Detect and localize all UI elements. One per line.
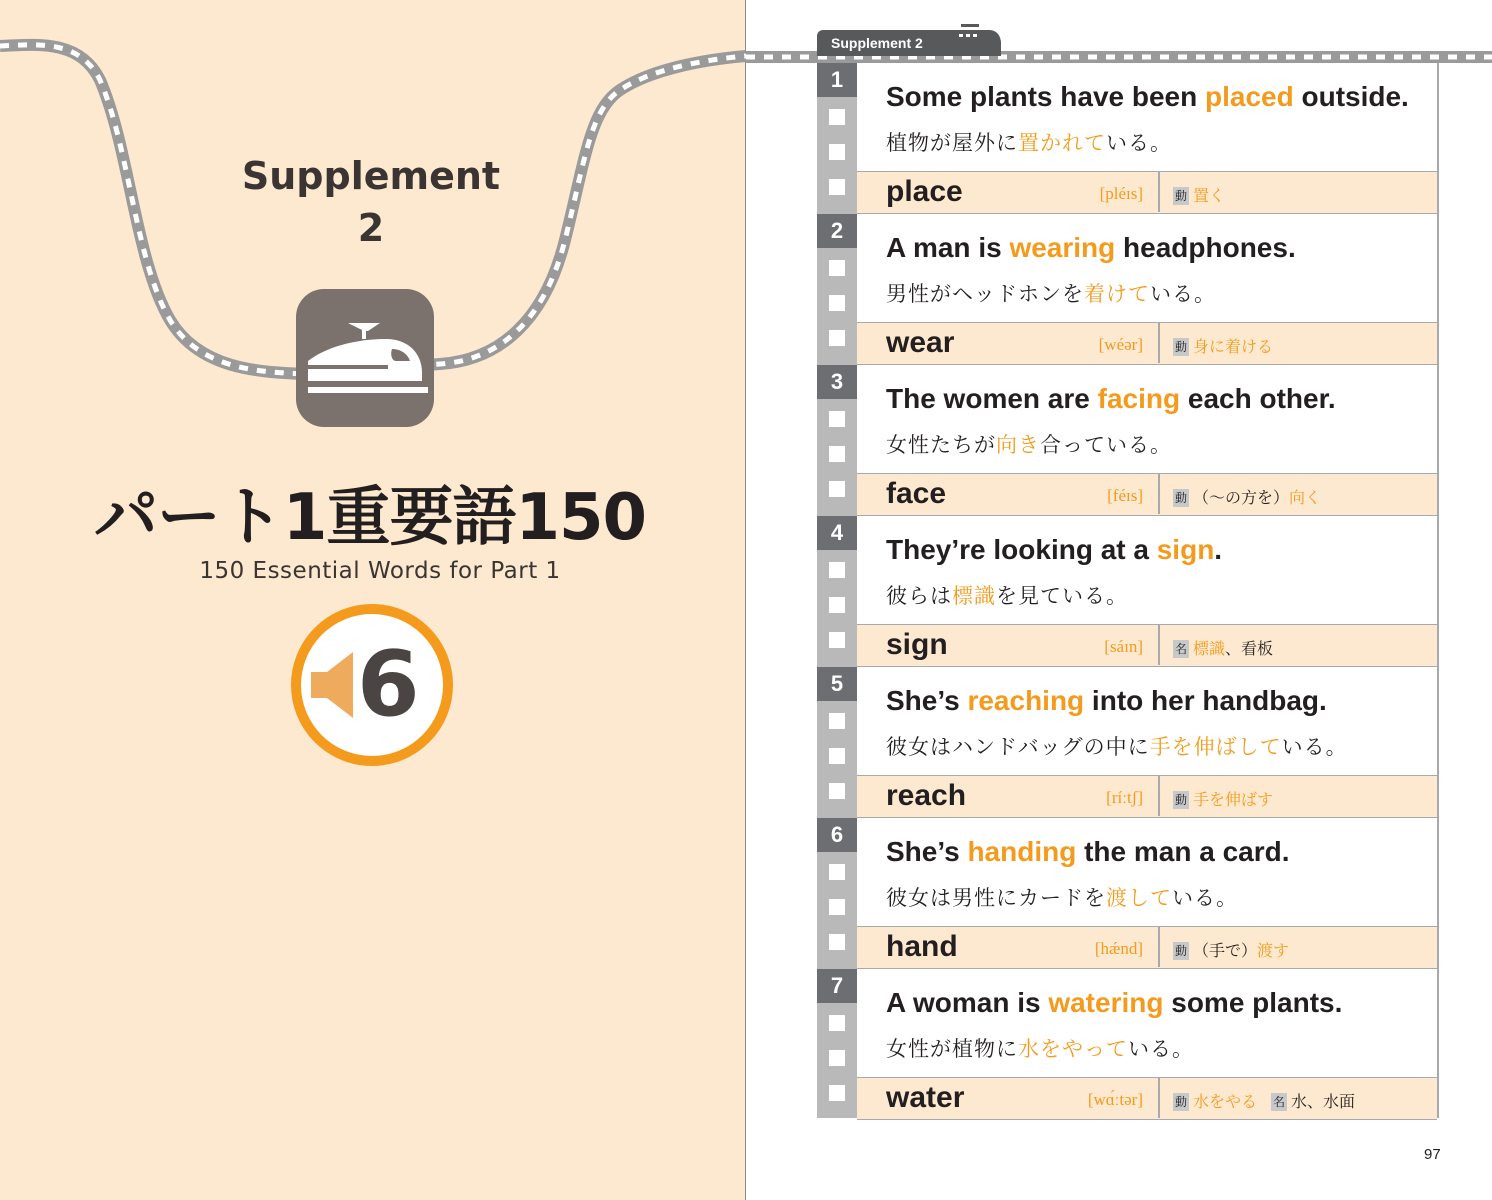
example-sentence-area <box>857 63 1437 171</box>
column-divider <box>1158 927 1160 967</box>
column-divider <box>1158 323 1160 363</box>
part-of-speech-badge: 動 <box>1175 189 1188 203</box>
japanese-translation <box>886 278 1216 308</box>
definition <box>1173 183 1225 206</box>
japanese-translation <box>886 429 1172 459</box>
film-hole <box>829 295 845 311</box>
vocab-entry <box>857 516 1439 667</box>
vocab-entry <box>857 365 1439 516</box>
film-hole <box>829 899 845 915</box>
vocab-entry <box>857 667 1439 818</box>
film-hole <box>829 597 845 613</box>
column-divider <box>1158 1078 1160 1118</box>
japanese-translation <box>886 580 1128 610</box>
headword: face <box>886 477 947 510</box>
film-hole <box>829 934 845 950</box>
film-hole <box>829 446 845 462</box>
headword-row <box>857 775 1437 818</box>
japanese-translation-text: 女性たちが <box>886 433 996 457</box>
film-hole <box>829 1050 845 1066</box>
japanese-translation-text: を見ている。 <box>996 584 1128 608</box>
english-sentence-highlight: reaching <box>967 685 1085 716</box>
example-sentence-area <box>857 516 1437 624</box>
pronunciation: [féɪs] <box>1107 486 1143 505</box>
english-sentence-text: A man is <box>886 232 1010 263</box>
english-sentence-text: some plants. <box>1163 987 1343 1018</box>
japanese-translation-highlight: 手を伸ばして <box>1149 735 1282 759</box>
english-sentence-text: Some plants have been <box>886 81 1205 112</box>
pronunciation: [hǽnd] <box>1094 939 1143 958</box>
vocab-entry <box>857 63 1439 214</box>
definition-highlight: 手を伸ばす <box>1193 790 1274 809</box>
vocabulary-list <box>857 63 1439 1118</box>
page-title: パート1重要語150 <box>93 481 647 555</box>
english-sentence <box>886 383 1336 415</box>
japanese-translation-highlight: 水をやって <box>1018 1037 1128 1061</box>
english-sentence-highlight: watering <box>1048 987 1164 1018</box>
definition <box>1173 636 1273 659</box>
supplement-heading-line2: 2 <box>357 206 385 250</box>
part-of-speech-badge: 動 <box>1175 1095 1188 1109</box>
part-of-speech-badge: 動 <box>1175 944 1188 958</box>
english-sentence-highlight: sign <box>1156 534 1215 565</box>
japanese-translation-text: 植物が屋外に <box>886 131 1018 155</box>
column-divider <box>1158 172 1160 212</box>
english-sentence-highlight: wearing <box>1009 232 1116 263</box>
film-hole <box>829 713 845 729</box>
film-hole <box>829 783 845 799</box>
film-hole <box>829 144 845 160</box>
english-sentence-text: She’s <box>886 685 968 716</box>
pronunciation: [wéər] <box>1098 335 1143 354</box>
headword-row <box>857 624 1437 667</box>
track-number: 6 <box>357 632 420 737</box>
film-hole <box>829 864 845 880</box>
japanese-translation-text: 男性がヘッドホンを <box>886 282 1084 306</box>
part-of-speech-badge: 動 <box>1175 340 1188 354</box>
english-sentence-highlight: placed <box>1205 81 1294 112</box>
definition-highlight: 身に着ける <box>1193 337 1274 356</box>
english-sentence-text: The women are <box>886 383 1098 414</box>
vocab-entry <box>857 818 1439 969</box>
definition-text: （〜の方を） <box>1193 488 1290 507</box>
definition-text: 水、水面 <box>1291 1092 1356 1111</box>
english-sentence <box>886 81 1409 113</box>
japanese-translation <box>886 1033 1194 1063</box>
english-sentence <box>886 836 1290 868</box>
japanese-translation-text: 彼女は男性にカードを <box>886 886 1106 910</box>
definition-highlight: 渡す <box>1257 941 1290 960</box>
english-sentence-text: . <box>1214 534 1223 565</box>
english-sentence-text: each other. <box>1180 383 1336 414</box>
japanese-translation-text: 彼らは <box>886 584 952 608</box>
entry-number: 1 <box>817 63 857 97</box>
pronunciation: [ríːtʃ] <box>1106 788 1143 807</box>
definition-highlight: 向く <box>1289 488 1322 507</box>
speaker-icon <box>311 650 361 720</box>
japanese-translation <box>886 127 1172 157</box>
english-sentence-highlight: handing <box>967 836 1077 867</box>
train-icon <box>296 289 434 427</box>
page-number: 97 <box>1424 1146 1441 1163</box>
entry-number: 6 <box>817 818 857 852</box>
film-hole <box>829 632 845 648</box>
example-sentence-area <box>857 365 1437 473</box>
part-of-speech-badge: 動 <box>1175 491 1188 505</box>
film-hole <box>829 260 845 276</box>
part-of-speech-badge: 名 <box>1273 1095 1286 1109</box>
english-sentence <box>886 685 1327 717</box>
part-of-speech-badge: 動 <box>1175 793 1188 807</box>
supplement-tab <box>817 30 1001 56</box>
headword: wear <box>886 326 955 359</box>
supplement-heading <box>196 150 546 254</box>
english-sentence <box>886 987 1342 1019</box>
headword-row <box>857 1077 1437 1120</box>
headword: reach <box>886 779 967 812</box>
english-sentence-text: They’re looking at a <box>886 534 1157 565</box>
pronunciation: [pléɪs] <box>1099 184 1143 203</box>
headword: sign <box>886 628 948 661</box>
japanese-translation-text: いる。 <box>1172 886 1238 910</box>
column-divider <box>1158 474 1160 514</box>
japanese-translation-text: いる。 <box>1106 131 1172 155</box>
column-divider <box>1158 625 1160 665</box>
english-sentence-text: She’s <box>886 836 968 867</box>
audio-track-badge[interactable] <box>291 604 453 766</box>
film-hole <box>829 179 845 195</box>
japanese-translation-text: いる。 <box>1281 735 1348 759</box>
definition-highlight: 水をやる <box>1193 1092 1258 1111</box>
film-hole <box>829 1015 845 1031</box>
film-strip <box>817 63 857 1118</box>
japanese-translation-highlight: 標識 <box>952 584 996 608</box>
japanese-translation-text: いる。 <box>1150 282 1216 306</box>
japanese-translation-text: 女性が植物に <box>886 1037 1018 1061</box>
vocab-entry <box>857 969 1439 1120</box>
definition <box>1173 787 1273 810</box>
headword-row <box>857 171 1437 214</box>
japanese-translation-highlight: 置かれて <box>1018 131 1106 155</box>
entry-number: 3 <box>817 365 857 399</box>
definition-text: 、看板 <box>1225 639 1274 658</box>
entry-number: 7 <box>817 969 857 1003</box>
headword-row <box>857 322 1437 365</box>
english-sentence <box>886 534 1222 566</box>
english-sentence-text: the man a card. <box>1076 836 1290 867</box>
japanese-translation-highlight: 向き <box>996 433 1040 457</box>
film-hole <box>829 481 845 497</box>
pronunciation: [sáɪn] <box>1104 637 1143 656</box>
page-subtitle: 150 Essential Words for Part 1 <box>199 558 561 584</box>
japanese-translation <box>886 731 1348 761</box>
definition <box>1173 334 1273 357</box>
headword: place <box>886 175 963 208</box>
film-hole <box>829 109 845 125</box>
japanese-translation-text: 合っている。 <box>1040 433 1172 457</box>
definition-highlight: 標識 <box>1193 639 1226 658</box>
example-sentence-area <box>857 667 1437 775</box>
definition-highlight: 置く <box>1193 186 1226 205</box>
japanese-translation-text: いる。 <box>1128 1037 1194 1061</box>
film-hole <box>829 562 845 578</box>
japanese-translation-highlight: 渡して <box>1106 886 1172 910</box>
definition-text: （手で） <box>1193 941 1258 960</box>
vocab-entry <box>857 214 1439 365</box>
definition <box>1173 485 1321 508</box>
headword: water <box>886 1081 965 1114</box>
entry-number: 2 <box>817 214 857 248</box>
supplement-tab-label: Supplement 2 <box>831 35 923 51</box>
english-sentence-text: A woman is <box>886 987 1049 1018</box>
part-of-speech-badge: 名 <box>1175 642 1188 656</box>
english-sentence-text: outside. <box>1293 81 1409 112</box>
japanese-translation-text: 彼女はハンドバッグの中に <box>886 735 1150 759</box>
japanese-translation <box>886 882 1238 912</box>
train-icon <box>949 24 1003 46</box>
film-hole <box>829 411 845 427</box>
example-sentence-area <box>857 214 1437 322</box>
headword: hand <box>886 930 958 963</box>
definition <box>1173 1089 1355 1112</box>
english-sentence-text: headphones. <box>1115 232 1296 263</box>
japanese-translation-highlight: 着けて <box>1084 282 1150 306</box>
english-sentence-highlight: facing <box>1097 383 1181 414</box>
headword-row <box>857 926 1437 969</box>
pronunciation: [wɑ́ːtər] <box>1087 1090 1143 1109</box>
film-hole <box>829 1085 845 1101</box>
column-divider <box>1158 776 1160 816</box>
english-sentence-text: into her handbag. <box>1084 685 1327 716</box>
example-sentence-area <box>857 969 1437 1077</box>
film-hole <box>829 748 845 764</box>
supplement-heading-line1: Supplement <box>241 154 501 198</box>
example-sentence-area <box>857 818 1437 926</box>
headword-row <box>857 473 1437 516</box>
entry-number: 5 <box>817 667 857 701</box>
entry-number: 4 <box>817 516 857 550</box>
english-sentence <box>886 232 1296 264</box>
film-hole <box>829 330 845 346</box>
definition <box>1173 938 1289 961</box>
